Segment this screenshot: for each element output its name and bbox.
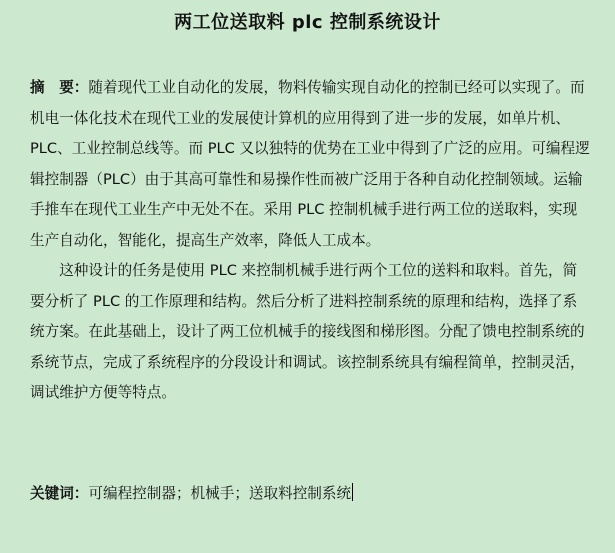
abstract-paragraph-2: 这种设计的任务是使用 PLC 来控制机械手进行两个工位的送料和取料。首先，简要分析了 PLC 的工作原理和结构。然后分析了进料控制系统的原理和结构，选择了系统方案。在此基础上，设计了两工位机械手的接线图和梯形图。分配了馈电控制系统的系统节点，完成了系统程序的分段设计和调试。该控制系统具有编程简单，控制灵活，调试维护方便等特点。 xyxy=(30,262,585,401)
keywords-label: 关键词： xyxy=(30,485,89,502)
abstract-paragraph-1 xyxy=(30,73,590,256)
document-title: 两工位送取料 plc 控制系统设计 xyxy=(174,12,441,33)
abstract-label: 摘 要： xyxy=(30,79,89,96)
abstract-section xyxy=(30,73,590,409)
keywords-value: 可编程控制器；机械手；送取料控制系统 xyxy=(88,485,352,502)
abstract-text-1: 随着现代工业自动化的发展，物料传输实现自动化的控制已经可以实现了。而机电一体化技术在现代工业的发展使计算机的应用得到了进一步的发展，如单片机、PLC、工业控制总线等。而 PLC 又以独特的优势在工业中得到了广泛的应用。可编程逻辑控制器（PLC）由于其高可靠性和易操作性而被广泛用于各种自动化控制领域。运输手推车在现代工业生产中无处不在。采用 PLC 控制机械手进行两工位的送取料，实现生产自动化，智能化，提高生产效率，降低人工成本。 xyxy=(30,79,590,249)
keywords-line xyxy=(30,482,590,506)
text-cursor xyxy=(352,483,353,501)
